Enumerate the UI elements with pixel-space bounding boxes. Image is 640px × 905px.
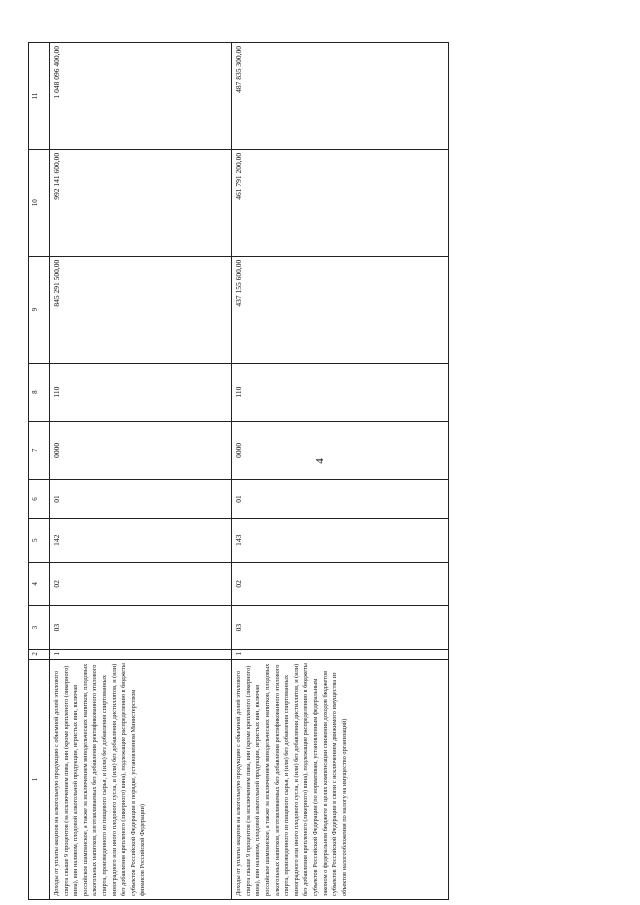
header-row [29,43,50,900]
header-col-5: 5 [29,518,50,562]
cell-c7: 0000 [232,421,449,479]
cell-c4: 02 [50,562,232,606]
cell-c3: 03 [50,606,232,650]
cell-c5: 143 [232,518,449,562]
cell-c2: 1 [232,649,449,659]
cell-c10-amount: 992 141 600,00 [50,149,232,256]
cell-c2: 1 [50,649,232,659]
header-col-3: 3 [29,606,50,650]
header-col-8: 8 [29,363,50,421]
cell-c8: 110 [232,363,449,421]
row-description: Доходы от уплаты акцизов на алкогольную продукцию с объемной долей этилового спирта свыше 9 процентов (за исключением пива, вин (кроме крепленого (ликерного) вина), вин наливом, плодовой алкогольной продукции, игристых вин, включая российское шампанское, а также за исключением винодельческих напитков, плодовых алкогольных напитков, изготавливаемых без добавления ректификованного этилового спирта, произведенного из пищевого сырья, и (или) без добавления спиртованных виноградного или иного плодового сусла, и (или) без добавления дистиллятов, и (или) без добавления крепленого (ликерного) вина), подлежащие распределению в бюджеты субъектов Российской Федерации в порядке, установленном Министерством финансов Российской Федерации) [50,659,232,899]
cell-c11-amount: 487 835 300,00 [232,43,449,150]
cell-c5: 142 [50,518,232,562]
table-row [232,43,449,900]
cell-c6: 01 [50,480,232,519]
cell-c8: 110 [50,363,232,421]
cell-c9-amount: 437 155 600,00 [232,256,449,363]
header-col-2: 2 [29,649,50,659]
header-col-9: 9 [29,256,50,363]
row-description: Доходы от уплаты акцизов на алкогольную продукцию с объемной долей этилового спирта свыше 9 процентов (за исключением пива, вин (кроме крепленого (ликерного) вина), вин наливом, плодовой алкогольной продукции, игристых вин, включая российское шампанское, а также за исключением винодельческих напитков, плодовых алкогольных напитков, изготавливаемых без добавления ректификованного этилового спирта, произведенного из пищевого сырья, и (или) без добавления спиртованных виноградного или иного плодового сусла, и (или) без добавления дистиллятов, и (или) без добавления крепленого (ликерного) вина), подлежащие распределению в бюджеты субъектов Российской Федерации (по нормативам, установленным федеральным законом о федеральном бюджете в целях компенсации снижения доходов бюджетов субъектов Российской Федерации в связи с исключением движимого имущества из объектов налогообложения по налогу на имущество организаций) [232,659,449,899]
header-col-6: 6 [29,480,50,519]
cell-c7: 0000 [50,421,232,479]
cell-c3: 03 [232,606,449,650]
cell-c6: 01 [232,480,449,519]
page-number: 4 [314,458,326,464]
header-col-7: 7 [29,421,50,479]
cell-c11-amount: 1 048 096 400,00 [50,43,232,150]
header-col-11: 11 [29,43,50,150]
header-col-10: 10 [29,149,50,256]
rotated-table-sheet [28,42,449,900]
budget-revenue-table [28,42,449,900]
header-col-4: 4 [29,562,50,606]
cell-c10-amount: 461 791 200,00 [232,149,449,256]
cell-c4: 02 [232,562,449,606]
cell-c9-amount: 845 291 500,00 [50,256,232,363]
table-row [50,43,232,900]
header-col-1: 1 [29,659,50,899]
